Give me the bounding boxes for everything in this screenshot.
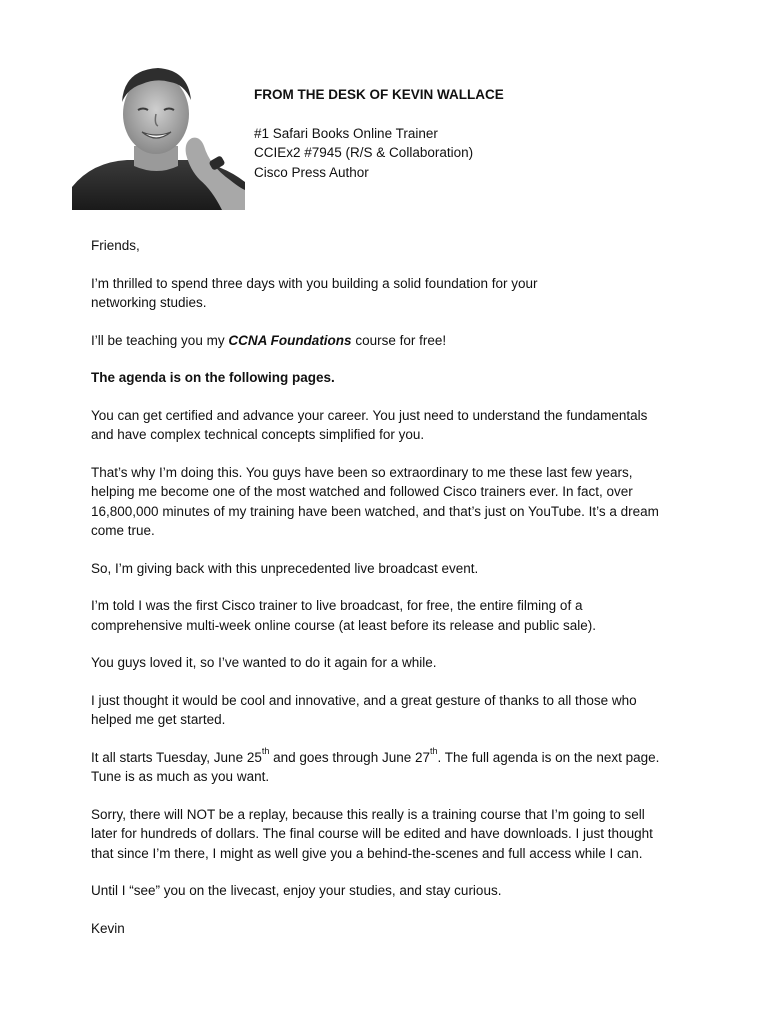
text-line: Sorry, there will NOT be a replay, because this really is a training course that I’m going to sell	[91, 806, 645, 822]
signoff: Kevin	[91, 920, 125, 936]
text-line: that since I’m there, I might as well give you a behind-the-scenes and full access while I can.	[91, 845, 643, 861]
paragraph	[91, 331, 691, 351]
text-line: I’m told I was the first Cisco trainer to live broadcast, for free, the entire filming of a	[91, 598, 583, 613]
paragraph: So, I’m giving back with this unprecedented live broadcast event.	[91, 560, 479, 576]
text-line: helping me become one of the most watched and followed Cisco trainers ever. In fact, over	[91, 484, 633, 499]
text-run: I’ll be teaching you my	[91, 332, 229, 348]
author-photo	[72, 62, 245, 210]
course-name: CCNA Foundations	[228, 332, 352, 348]
paragraph	[91, 274, 691, 313]
ordinal-suffix: th	[430, 746, 438, 756]
text-line: come true.	[91, 523, 155, 538]
letterhead	[254, 85, 694, 182]
credential-line: #1 Safari Books Online Trainer	[254, 125, 438, 141]
text-line: later for hundreds of dollars. The final course will be edited and have downloads. I just thought	[91, 826, 653, 841]
paragraph	[91, 406, 691, 445]
greeting: Friends,	[91, 238, 140, 253]
text-line: comprehensive multi-week online course (at least before its release and public sale).	[91, 617, 597, 633]
text-line: 16,800,000 minutes of my training have been watched, and that’s just on YouTube. It’s a dream	[91, 503, 659, 519]
text-line: I just thought it would be cool and innovative, and a great gesture of thanks to all those who	[91, 692, 637, 708]
letter-body	[91, 236, 691, 956]
letterhead-title: FROM THE DESK OF KEVIN WALLACE	[254, 87, 504, 102]
text-line: You can get certified and advance your career. You just need to understand the fundamentals	[91, 407, 648, 423]
paragraph: Until I “see” you on the livecast, enjoy your studies, and stay curious.	[91, 883, 502, 898]
text-line: That’s why I’m doing this. You guys have been so extraordinary to me these last few years,	[91, 464, 633, 480]
credential-line: Cisco Press Author	[254, 164, 369, 180]
text-line: helped me get started.	[91, 712, 226, 727]
paragraph	[91, 463, 691, 541]
paragraph: You guys loved it, so I’ve wanted to do it again for a while.	[91, 655, 437, 670]
credential-line: CCIEx2 #7945 (R/S & Collaboration)	[254, 145, 474, 160]
text-run: course for free!	[351, 332, 447, 348]
paragraph	[91, 691, 691, 730]
paragraph	[91, 805, 691, 864]
text-line: I’m thrilled to spend three days with you building a solid foundation for your	[91, 275, 538, 291]
agenda-note: The agenda is on the following pages.	[91, 370, 335, 385]
text-line: Tune is as much as you want.	[91, 769, 270, 784]
text-run: It all starts Tuesday, June 25	[91, 749, 262, 765]
text-run: . The full agenda is on the next page.	[437, 749, 660, 765]
text-line: and have complex technical concepts simplified for you.	[91, 427, 425, 442]
text-line: networking studies.	[91, 295, 207, 310]
text-run: and goes through June 27	[269, 749, 430, 765]
ordinal-suffix: th	[261, 746, 270, 756]
paragraph	[91, 748, 691, 787]
paragraph	[91, 596, 691, 635]
